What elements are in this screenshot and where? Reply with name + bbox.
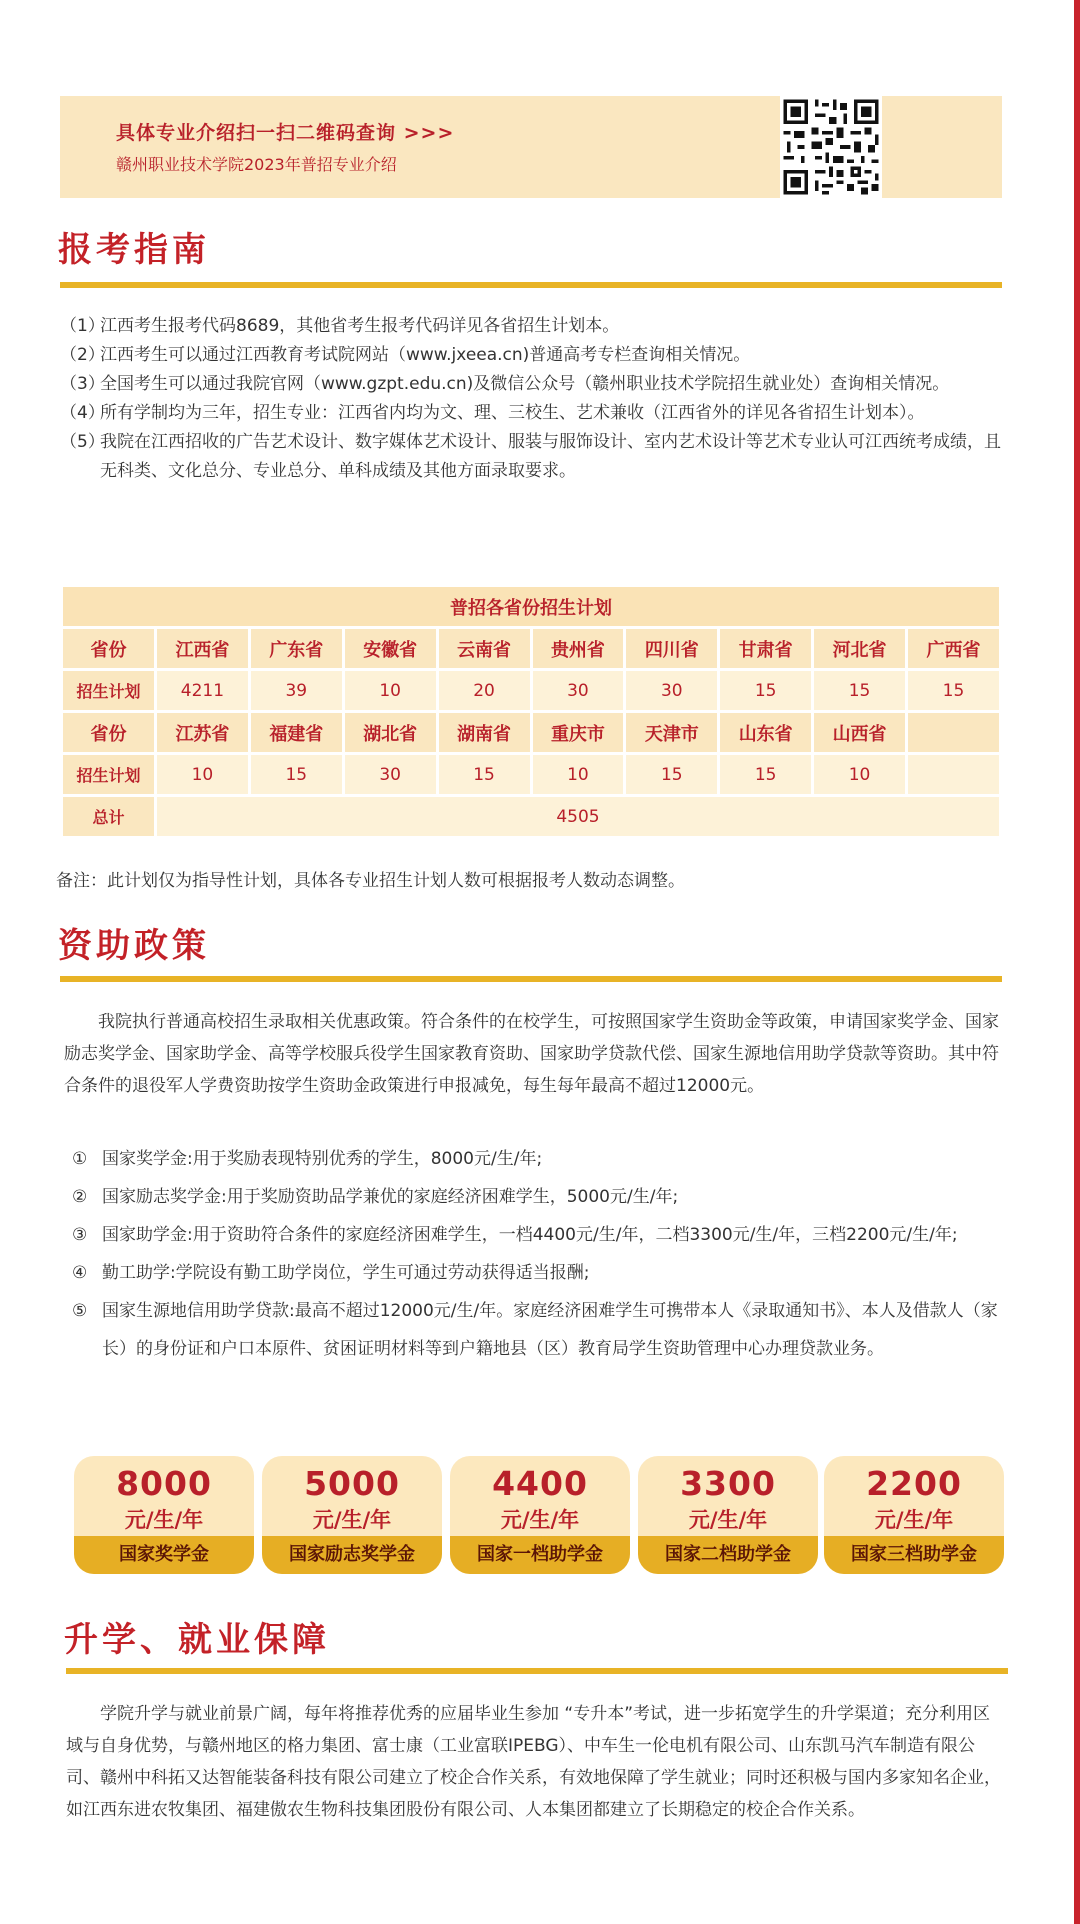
aid-item: ③ 国家助学金:用于资助符合条件的家庭经济困难学生，一档4400元/生/年，二档3300元/生/年，三档2200元/生/年; [72,1225,958,1245]
card-amount: 3300 [680,1464,776,1503]
empty-cell [907,754,1001,796]
qr-code-icon[interactable] [780,96,882,198]
aid-card [450,1456,630,1574]
table-row [62,796,1001,838]
table-row: 省份 江西省 广东省 安徽省 云南省 贵州省 四川省 甘肃省 河北省 广西省 [62,628,1001,670]
aid-intro: 我院执行普通高校招生录取相关优惠政策。符合条件的在校学生，可按照国家学生资助金等政策，申请国家奖学金、国家励志奖学金、国家助学金、高等学校服兵役学生国家教育资助、国家助学贷款代偿、国家生源地信用助学贷款等资助。其中符合条件的退役军人学费资助按学生资助金政策进行申报减免，每生每年最高不超过12000元。 [64,1012,999,1096]
guide-item: （5） 我院在江西招收的广告艺术设计、数字媒体艺术设计、服装与服饰设计、室内艺术设计等艺术专业认可江西统考成绩，且无科类、文化总分、专业总分、单科成绩及其他方面录取要求。 [60,432,1001,481]
section-divider [60,282,1002,288]
section-title-aid: 资助政策 [58,926,210,966]
plan-label: 招生计划 [62,754,156,796]
card-label: 国家二档助学金 [638,1536,818,1574]
guide-item: （3） 全国考生可以通过我院官网（www.gzpt.edu.cn)及微信公众号（赣州职业技术学院招生就业处）查询相关情况。 [60,374,950,394]
table-caption: 普招各省份招生计划 [62,586,1001,628]
province-label: 省份 [62,628,156,670]
card-unit: 元/生/年 [500,1508,580,1532]
aid-list [72,1140,1002,1368]
aid-card [824,1456,1004,1574]
card-amount: 4400 [492,1464,588,1503]
section-title-career: 升学、就业保障 [64,1620,330,1660]
card-label: 国家三档助学金 [824,1536,1004,1574]
card-amount: 2200 [866,1464,962,1503]
card-amount: 8000 [116,1464,212,1503]
career-text: 学院升学与就业前景广阔，每年将推荐优秀的应届毕业生参加 “专升本”考试，进一步拓宽学生的升学渠道；充分利用区域与自身优势，与赣州地区的格力集团、富士康（工业富联IPEBG）、中车生一伦电机有限公司、山东凯马汽车制造有限公司、赣州中科拓又达智能装备科技有限公司建立了校企合作关系，有效地保障了学生就业；同时还积极与国内多家知名企业，如江西东进农牧集团、福建傲农生物科技集团股份有限公司、人本集团都建立了长期稳定的校企合作关系。 [66,1704,1001,1820]
aid-card [262,1456,442,1574]
table-row: 招生计划 10 15 30 15 10 15 15 10 [62,754,1001,796]
aid-item: ② 国家励志奖学金:用于奖励资助品学兼优的家庭经济困难学生，5000元/生/年; [72,1187,679,1207]
empty-cell [907,712,1001,754]
enrollment-plan-table [60,584,1002,839]
card-unit: 元/生/年 [312,1508,392,1532]
card-label: 国家奖学金 [74,1536,254,1574]
guide-item: （4） 所有学制均为三年，招生专业：江西省内均为文、理、三校生、艺术兼收（江西省外的详见各省招生计划本）。 [60,403,925,423]
total-label: 总计 [62,796,156,838]
guide-list [60,312,1010,486]
total-value: 4505 [156,796,1001,838]
qr-banner [60,96,1002,198]
table-row: 省份 江苏省 福建省 湖北省 湖南省 重庆市 天津市 山东省 山西省 [62,712,1001,754]
aid-item: ④ 勤工助学:学院设有勤工助学岗位，学生可通过劳动获得适当报酬; [72,1263,590,1283]
card-label: 国家一档助学金 [450,1536,630,1574]
plan-label: 招生计划 [62,670,156,712]
right-edge-stripe [1074,0,1080,1924]
section-divider [66,1668,1008,1674]
section-title-guide: 报考指南 [58,230,210,270]
table-row: 招生计划 4211 39 10 20 30 30 15 15 15 [62,670,1001,712]
card-amount: 5000 [304,1464,400,1503]
banner-title: 具体专业介绍扫一扫二维码查询 >>> [116,122,455,144]
aid-item: ⑤ 国家生源地信用助学贷款:最高不超过12000元/生/年。家庭经济困难学生可携带本人《录取通知书》、本人及借款人（家长）的身份证和户口本原件、贫困证明材料等到户籍地县（区）教育局学生资助管理中心办理贷款业务。 [72,1301,998,1359]
plan-note: 备注：此计划仅为指导性计划，具体各专业招生计划人数可根据报考人数动态调整。 [56,871,685,891]
guide-item: （2） 江西考生可以通过江西教育考试院网站（www.jxeea.cn)普通高考专栏查询相关情况。 [60,345,751,365]
banner-subtitle: 赣州职业技术学院2023年普招专业介绍 [116,155,397,174]
card-label: 国家励志奖学金 [262,1536,442,1574]
section-divider [60,976,1002,982]
card-unit: 元/生/年 [688,1508,768,1532]
province-label: 省份 [62,712,156,754]
aid-card [638,1456,818,1574]
aid-item: ① 国家奖学金:用于奖励表现特别优秀的学生，8000元/生/年; [72,1149,543,1169]
card-unit: 元/生/年 [124,1508,204,1532]
aid-card [74,1456,254,1574]
guide-item: （1） 江西考生报考代码8689，其他省考生报考代码详见各省招生计划本。 [60,316,620,336]
card-unit: 元/生/年 [874,1508,954,1532]
